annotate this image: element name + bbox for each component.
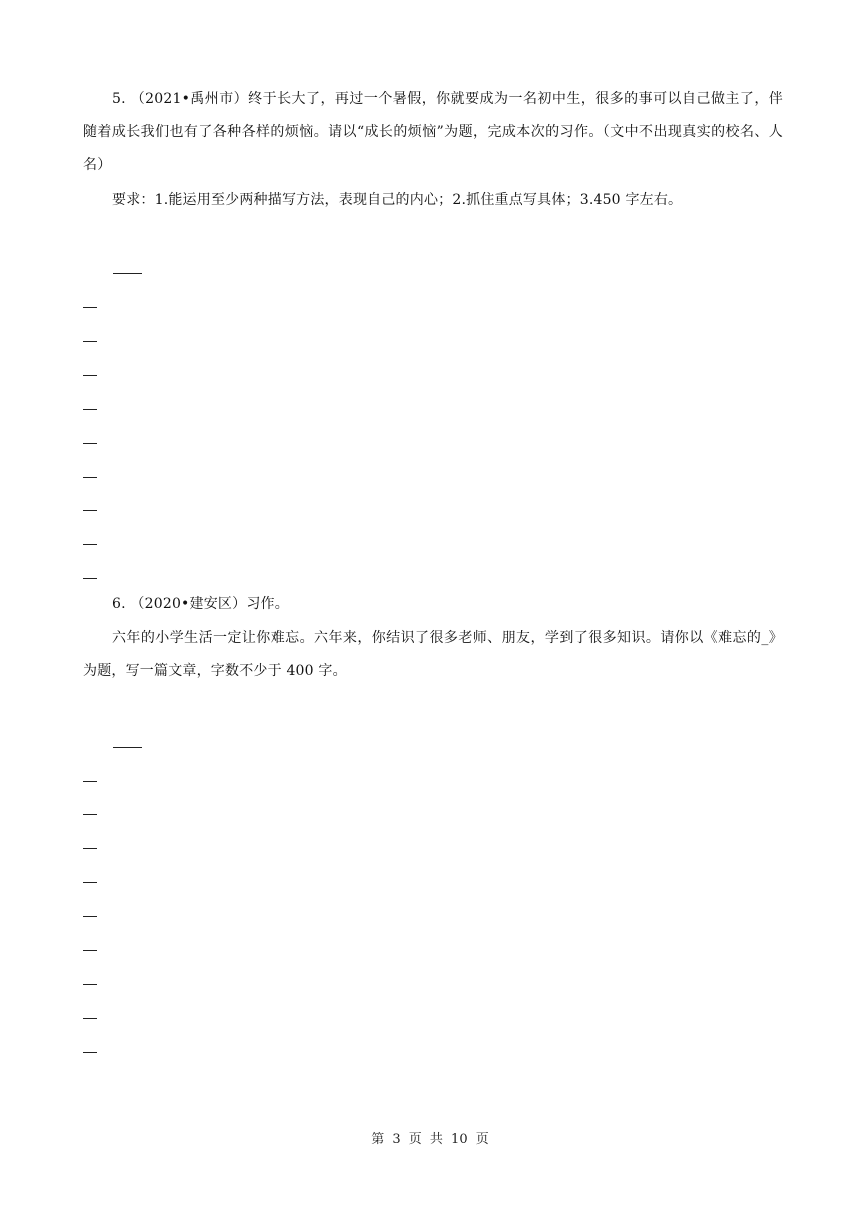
answer-line <box>83 882 97 883</box>
question-5-source: （2021•禹州市） <box>130 91 249 107</box>
answer-line <box>83 544 97 545</box>
answer-line <box>83 409 97 410</box>
answer-line <box>83 578 97 579</box>
question-5-prompt <box>83 83 783 182</box>
answer-line <box>83 375 97 376</box>
question-6-body: 六年的小学生活一定让你难忘。六年来，你结识了很多老师、朋友，学到了很多知识。请你以《难忘的_》为题，写一篇文章，字数不少于 400 字。 <box>83 630 783 679</box>
answer-line <box>83 781 97 782</box>
answer-line <box>83 984 97 985</box>
answer-line <box>83 916 97 917</box>
question-6-number: 6. <box>112 596 126 612</box>
answer-line <box>83 477 97 478</box>
answer-line <box>83 307 97 308</box>
page-number-footer: 第 3 页 共 10 页 <box>371 1132 489 1147</box>
question-6-source: （2020•建安区） <box>130 596 247 612</box>
question-5-number: 5. <box>112 91 126 107</box>
answer-line <box>83 848 97 849</box>
question-5-requirement: 要求：1.能运用至少两种描写方法，表现自己的内心；2.抓住重点写具体；3.450 字左右。 <box>112 192 683 208</box>
answer-line <box>83 443 97 444</box>
answer-line <box>83 1052 97 1053</box>
question-6-text: 习作。 <box>246 596 289 612</box>
answer-line <box>83 1018 97 1019</box>
answer-line <box>83 814 97 815</box>
answer-line <box>113 273 142 274</box>
question-5-text: 终于长大了，再过一个暑假，你就要成为一名初中生，很多的事可以自己做主了，伴随着成长我们也有了各种各样的烦恼。请以“成长的烦恼”为题，完成本次的习作。（文中不出现真实的校名、人名） <box>83 91 783 173</box>
answer-line <box>83 950 97 951</box>
answer-line <box>83 341 97 342</box>
answer-line <box>83 510 97 511</box>
answer-line <box>113 747 142 748</box>
question-6-prompt <box>83 588 783 621</box>
